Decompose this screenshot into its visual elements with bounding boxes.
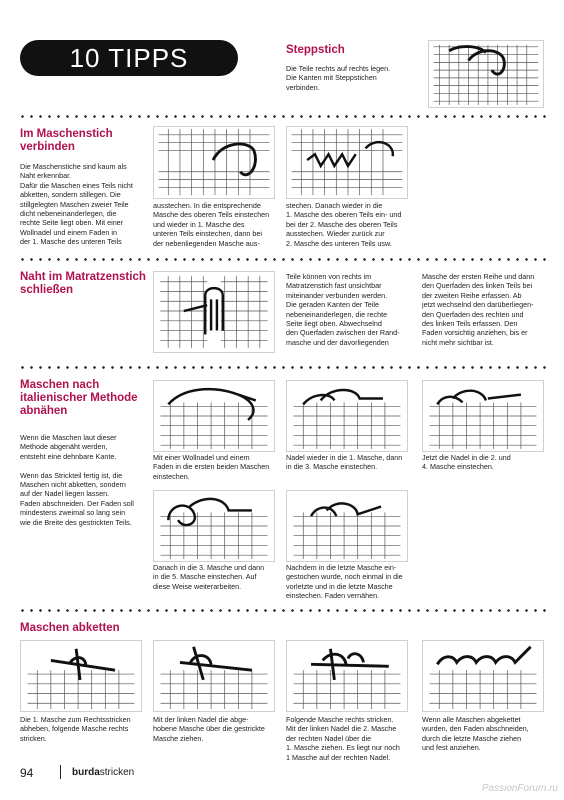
- matratzenstich-illustration: [153, 271, 275, 353]
- abketten-heading: Maschen abketten: [20, 622, 120, 634]
- maschenstich-illustration-1: [153, 126, 275, 199]
- steppstich-text: Die Teile rechts auf rechts legen. Die Kanten mit Steppstichen verbinden.: [286, 64, 391, 92]
- abketten-cap3: Folgende Masche rechts stricken. Mit der linken Nadel die 2. Masche der rechten Nadel über die 1. Masche ziehen. Es liegt nur noch 1 Masche auf der rechten Nadel.: [286, 715, 400, 762]
- footer-divider: [60, 765, 61, 779]
- page-title: 10 TIPPS: [20, 40, 238, 76]
- matratzenstich-col2: Teile können von rechts im Matratzenstich fast unsichtbar miteinander verbunden werden. Die geraden Kanten der Teile nebeneinanderlegen, die rechte Seite liegt oben. Abwechselnd den Querfaden zwischen der Rand- masche und der davorliegenden: [286, 272, 400, 347]
- italienisch-heading: Maschen nach italienischer Methode abnähen: [20, 379, 138, 417]
- divider: [18, 258, 546, 261]
- italienisch-cap5: Nachdem in die letzte Masche ein- gestochen wurde, noch einmal in die vorletzte und in die letzte Masche einstechen. Faden vernähen.: [286, 563, 403, 601]
- abketten-cap2: Mit der linken Nadel die abge- hobene Masche über die gestrickte Masche ziehen.: [153, 715, 265, 743]
- matratzenstich-col3: Masche der ersten Reihe und dann den Querfaden des linken Teils bei der zweiten Reihe erfassen. Ab jetzt wechselnd den darüberliegen- den Querfaden des rechten und des linken Teils erfassen. Den Faden vorsichtig anziehen, bis er nicht mehr sichtbar ist.: [422, 272, 535, 347]
- divider: [18, 609, 546, 612]
- italienisch-cap2: Nadel wieder in die 1. Masche, dann in die 3. Masche einstechen.: [286, 453, 403, 472]
- italienisch-illustration-3: [422, 380, 544, 452]
- watermark: PassionForum.ru: [481, 783, 558, 794]
- abketten-illustration-3: [286, 640, 408, 712]
- italienisch-illustration-1: [153, 380, 275, 452]
- divider: [18, 366, 546, 369]
- maschenstich-illustration-2: [286, 126, 408, 199]
- steppstich-illustration: [428, 40, 544, 108]
- maschenstich-intro: Die Maschenstiche sind kaum als Naht erkennbar. Dafür die Maschen eines Teils nicht abketten, sondern stillegen. Die stillgelegten Maschen zweier Teile dicht nebeneinanderlegen, die rechte Seite liegt oben. Mit einer Wollnadel und einem Faden in der 1. Masche des unteren Teils: [20, 162, 133, 247]
- brand-name: burdastricken: [72, 767, 135, 778]
- matratzenstich-heading: Naht im Matratzenstich schließen: [20, 271, 146, 296]
- italienisch-illustration-5: [286, 490, 408, 562]
- abketten-illustration-1: [20, 640, 142, 712]
- divider: [18, 115, 546, 118]
- italienisch-cap3: Jetzt die Nadel in die 2. und 4. Masche einstechen.: [422, 453, 511, 472]
- maschenstich-col3: stechen. Danach wieder in die 1. Masche des oberen Teils ein- und bei der 2. Masche des oberen Teils ausstechen. Wieder zurück zur 2. Masche des unteren Teils usw.: [286, 201, 402, 248]
- maschenstich-heading: Im Maschenstich verbinden: [20, 128, 113, 153]
- italienisch-cap1: Mit einer Wollnadel und einem Faden in die ersten beiden Maschen einstechen.: [153, 453, 270, 481]
- italienisch-illustration-2: [286, 380, 408, 452]
- abketten-illustration-2: [153, 640, 275, 712]
- abketten-cap1: Die 1. Masche zum Rechtsstricken abheben, folgende Masche rechts stricken.: [20, 715, 131, 743]
- italienisch-illustration-4: [153, 490, 275, 562]
- page-number: 94: [20, 766, 34, 780]
- abketten-cap4: Wenn alle Maschen abgekettet wurden, den Faden abschneiden, durch die letzte Masche ziehen und fest anziehen.: [422, 715, 529, 753]
- maschenstich-col2: ausstechen. In die entsprechende Masche des oberen Teils einstechen und wieder in 1. Masche des unteren Teils einstechen, dann bei der nebenliegenden Masche aus-: [153, 201, 270, 248]
- steppstich-heading: Steppstich: [286, 44, 345, 56]
- italienisch-cap4: Danach in die 3. Masche und dann in die 5. Masche einstechen. Auf diese Weise weiterarbeiten.: [153, 563, 265, 591]
- italienisch-intro: Wenn die Maschen laut dieser Methode abgenäht werden, entsteht eine dehnbare Kante. Wenn das Strickteil fertig ist, die Maschen nicht abketten, sondern auf der Nadel liegen lassen. Faden abschneiden. Der Faden soll mindestens zweimal so lang sein wie die Breite des gestrickten Teils.: [20, 433, 134, 527]
- abketten-illustration-4: [422, 640, 544, 712]
